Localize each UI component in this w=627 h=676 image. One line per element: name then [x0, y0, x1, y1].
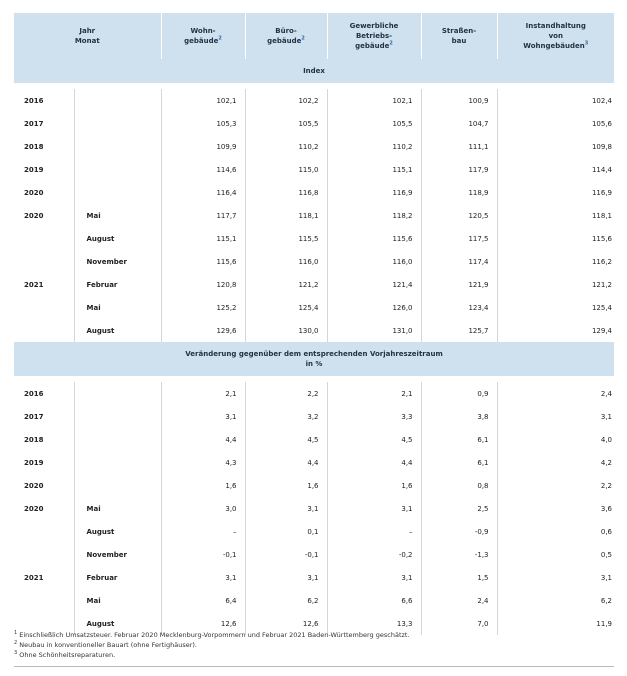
table-row — [14, 296, 614, 319]
value-cell: 126,0 — [327, 296, 421, 319]
value-cell: 2,5 — [421, 497, 497, 520]
value-cell: – — [161, 520, 245, 543]
table-row — [14, 589, 614, 612]
value-cell: 102,1 — [161, 89, 245, 112]
value-cell: 4,4 — [327, 451, 421, 474]
value-cell: 125,2 — [161, 296, 245, 319]
month-cell — [74, 112, 161, 135]
value-cell: 4,2 — [497, 451, 614, 474]
value-cell: 102,4 — [497, 89, 614, 112]
footnote-text: Neubau in konventioneller Bauart (ohne Fertighäuser). — [19, 641, 197, 649]
section-title-line: Index — [303, 67, 325, 75]
year-cell: 2017 — [24, 119, 44, 128]
month-cell: Mai — [74, 497, 161, 520]
year-cell — [14, 296, 74, 319]
value-cell: 105,6 — [497, 112, 614, 135]
table-row — [14, 474, 614, 497]
value-cell: 3,1 — [245, 566, 327, 589]
table-row — [14, 451, 614, 474]
header-jahr-monat: Jahr Monat — [14, 13, 161, 59]
value-cell: 6,2 — [497, 589, 614, 612]
section-title-line: Veränderung gegenüber dem entsprechenden Vorjahreszeitraum — [185, 350, 443, 358]
month-cell: November — [74, 543, 161, 566]
table-row — [14, 250, 614, 273]
value-cell: 116,0 — [245, 250, 327, 273]
value-cell: 1,6 — [245, 474, 327, 497]
value-cell: 110,2 — [327, 135, 421, 158]
table-row — [14, 204, 614, 227]
value-cell: -0,1 — [245, 543, 327, 566]
value-cell: 125,4 — [497, 296, 614, 319]
value-cell: 0,5 — [497, 543, 614, 566]
value-cell: 110,2 — [245, 135, 327, 158]
value-cell: 131,0 — [327, 319, 421, 342]
footnote-line — [14, 650, 614, 660]
table-row — [14, 181, 614, 204]
value-cell: 114,4 — [497, 158, 614, 181]
value-cell: 118,1 — [497, 204, 614, 227]
year-cell: 2016 — [24, 96, 44, 105]
month-cell: August — [74, 227, 161, 250]
section-header-row — [14, 342, 614, 376]
value-cell: 116,2 — [497, 250, 614, 273]
month-cell: Februar — [74, 566, 161, 589]
table-row — [14, 112, 614, 135]
table-row — [14, 497, 614, 520]
footnote-mark: 1 — [14, 629, 18, 636]
value-cell: 109,8 — [497, 135, 614, 158]
year-cell — [14, 543, 74, 566]
table-row — [14, 428, 614, 451]
value-cell: 121,2 — [497, 273, 614, 296]
value-cell: -0,9 — [421, 520, 497, 543]
table-row — [14, 543, 614, 566]
value-cell: 105,5 — [327, 112, 421, 135]
value-cell: 0,9 — [421, 382, 497, 405]
year-cell — [14, 250, 74, 273]
footnotes — [14, 630, 614, 660]
year-cell — [14, 227, 74, 250]
value-cell: 3,2 — [245, 405, 327, 428]
month-cell — [74, 135, 161, 158]
year-cell — [14, 520, 74, 543]
table-row — [14, 89, 614, 112]
value-cell: 3,1 — [497, 405, 614, 428]
table-row — [14, 227, 614, 250]
footnote-ref: 2 — [218, 35, 222, 42]
footnote-mark: 2 — [14, 639, 18, 646]
value-cell: 121,2 — [245, 273, 327, 296]
value-cell: 102,1 — [327, 89, 421, 112]
header-instandhaltung: Instandhaltung von Wohngebäuden$^3$ — [497, 13, 614, 59]
value-cell: 3,1 — [497, 566, 614, 589]
year-cell: 2018 — [24, 435, 44, 444]
value-cell: 105,5 — [245, 112, 327, 135]
value-cell: 121,9 — [421, 273, 497, 296]
year-cell: 2021 — [24, 573, 44, 582]
value-cell: – — [327, 520, 421, 543]
value-cell: 114,6 — [161, 158, 245, 181]
value-cell: 118,1 — [245, 204, 327, 227]
price-index-table-container — [14, 13, 614, 635]
value-cell: 118,9 — [421, 181, 497, 204]
month-cell: Mai — [74, 296, 161, 319]
table-row — [14, 319, 614, 342]
value-cell: 117,4 — [421, 250, 497, 273]
month-cell: Februar — [74, 273, 161, 296]
value-cell: 116,8 — [245, 181, 327, 204]
value-cell: 4,0 — [497, 428, 614, 451]
value-cell: 4,4 — [245, 451, 327, 474]
month-cell: August — [74, 612, 161, 635]
footnote-ref: 3 — [584, 40, 589, 47]
bottom-rule — [14, 666, 614, 667]
table-row — [14, 382, 614, 405]
year-cell: 2019 — [24, 458, 44, 467]
value-cell: 115,6 — [497, 227, 614, 250]
value-cell: 3,1 — [245, 497, 327, 520]
value-cell: 12,6 — [161, 612, 245, 635]
section-title — [14, 59, 614, 83]
value-cell: 130,0 — [245, 319, 327, 342]
value-cell: 2,2 — [245, 382, 327, 405]
value-cell: 100,9 — [421, 89, 497, 112]
year-cell: 2016 — [24, 389, 44, 398]
value-cell: 0,1 — [245, 520, 327, 543]
header-strassenbau: Straßen- bau — [421, 13, 497, 59]
year-cell — [14, 319, 74, 342]
value-cell: 104,7 — [421, 112, 497, 135]
table-row — [14, 273, 614, 296]
table-body — [14, 59, 614, 635]
value-cell: 13,3 — [327, 612, 421, 635]
value-cell: 0,8 — [421, 474, 497, 497]
year-cell — [14, 589, 74, 612]
table-row — [14, 566, 614, 589]
table-row — [14, 405, 614, 428]
value-cell: 115,6 — [161, 250, 245, 273]
header-row — [14, 13, 614, 59]
footnote-line — [14, 640, 614, 650]
value-cell: 6,1 — [421, 451, 497, 474]
value-cell: 1,6 — [327, 474, 421, 497]
value-cell: 3,1 — [327, 566, 421, 589]
value-cell: 115,1 — [327, 158, 421, 181]
section-title-line: in % — [305, 360, 323, 368]
value-cell: 117,7 — [161, 204, 245, 227]
value-cell: 116,9 — [327, 181, 421, 204]
value-cell: 6,6 — [327, 589, 421, 612]
value-cell: 111,1 — [421, 135, 497, 158]
footnote-ref: 2 — [301, 35, 305, 42]
value-cell: 3,8 — [421, 405, 497, 428]
value-cell: 0,6 — [497, 520, 614, 543]
value-cell: 125,7 — [421, 319, 497, 342]
value-cell: 120,8 — [161, 273, 245, 296]
footnote-ref: 2 — [389, 40, 393, 47]
month-cell — [74, 405, 161, 428]
footnote-line — [14, 630, 614, 640]
month-cell: November — [74, 250, 161, 273]
header-buerogebaeude: Büro- gebäude$^2$ — [245, 13, 327, 59]
value-cell: 2,1 — [327, 382, 421, 405]
month-cell: Mai — [74, 204, 161, 227]
table-row — [14, 520, 614, 543]
value-cell: 12,6 — [245, 612, 327, 635]
year-cell: 2019 — [24, 165, 44, 174]
month-cell: August — [74, 319, 161, 342]
value-cell: 3,3 — [327, 405, 421, 428]
value-cell: 123,4 — [421, 296, 497, 319]
value-cell: 117,5 — [421, 227, 497, 250]
header-wohngebaeude: Wohn- gebäude$^2$ — [161, 13, 245, 59]
value-cell: 3,6 — [497, 497, 614, 520]
value-cell: 116,9 — [497, 181, 614, 204]
footnote-text: Ohne Schönheitsreparaturen. — [19, 651, 116, 659]
value-cell: 102,2 — [245, 89, 327, 112]
section-header-row — [14, 59, 614, 83]
value-cell: 3,1 — [161, 405, 245, 428]
value-cell: 4,3 — [161, 451, 245, 474]
section-title — [14, 342, 614, 376]
value-cell: 129,4 — [497, 319, 614, 342]
price-index-table — [14, 13, 614, 635]
value-cell: 105,3 — [161, 112, 245, 135]
value-cell: 7,0 — [421, 612, 497, 635]
value-cell: 116,4 — [161, 181, 245, 204]
value-cell: 109,9 — [161, 135, 245, 158]
month-cell: Mai — [74, 589, 161, 612]
year-cell: 2017 — [24, 412, 44, 421]
value-cell: 11,9 — [497, 612, 614, 635]
value-cell: 1,5 — [421, 566, 497, 589]
month-cell — [74, 382, 161, 405]
year-cell: 2021 — [24, 280, 44, 289]
value-cell: 3,1 — [327, 497, 421, 520]
value-cell: 2,1 — [161, 382, 245, 405]
value-cell: -0,2 — [327, 543, 421, 566]
month-cell — [74, 181, 161, 204]
value-cell: 118,2 — [327, 204, 421, 227]
value-cell: 2,4 — [497, 382, 614, 405]
value-cell: 2,4 — [421, 589, 497, 612]
value-cell: 129,6 — [161, 319, 245, 342]
year-cell: 2020 — [24, 481, 44, 490]
month-cell — [74, 474, 161, 497]
value-cell: 115,5 — [245, 227, 327, 250]
value-cell: 4,4 — [161, 428, 245, 451]
year-cell: 2020 — [24, 188, 44, 197]
month-cell: August — [74, 520, 161, 543]
value-cell: 121,4 — [327, 273, 421, 296]
year-cell: 2020 — [24, 504, 44, 513]
value-cell: 4,5 — [245, 428, 327, 451]
month-cell — [74, 89, 161, 112]
year-cell: 2020 — [24, 211, 44, 220]
month-cell — [74, 158, 161, 181]
value-cell: 115,6 — [327, 227, 421, 250]
value-cell: 115,1 — [161, 227, 245, 250]
value-cell: 6,4 — [161, 589, 245, 612]
value-cell: 3,1 — [161, 566, 245, 589]
header-gewerbliche-betriebsgebaeude: Gewerbliche Betriebs- gebäude$^2$ — [327, 13, 421, 59]
value-cell: -1,3 — [421, 543, 497, 566]
table-row — [14, 158, 614, 181]
value-cell: -0,1 — [161, 543, 245, 566]
value-cell: 1,6 — [161, 474, 245, 497]
value-cell: 6,2 — [245, 589, 327, 612]
value-cell: 117,9 — [421, 158, 497, 181]
value-cell: 4,5 — [327, 428, 421, 451]
value-cell: 120,5 — [421, 204, 497, 227]
value-cell: 115,0 — [245, 158, 327, 181]
value-cell: 2,2 — [497, 474, 614, 497]
value-cell: 125,4 — [245, 296, 327, 319]
year-cell: 2018 — [24, 142, 44, 151]
value-cell: 3,0 — [161, 497, 245, 520]
value-cell: 6,1 — [421, 428, 497, 451]
month-cell — [74, 451, 161, 474]
footnote-text: Einschließlich Umsatzsteuer. Februar 2020 Mecklenburg-Vorpommern und Februar 2021 Baden-Württemberg geschätzt. — [19, 631, 410, 639]
table-row — [14, 135, 614, 158]
value-cell: 116,0 — [327, 250, 421, 273]
month-cell — [74, 428, 161, 451]
footnote-mark: 3 — [14, 649, 18, 656]
